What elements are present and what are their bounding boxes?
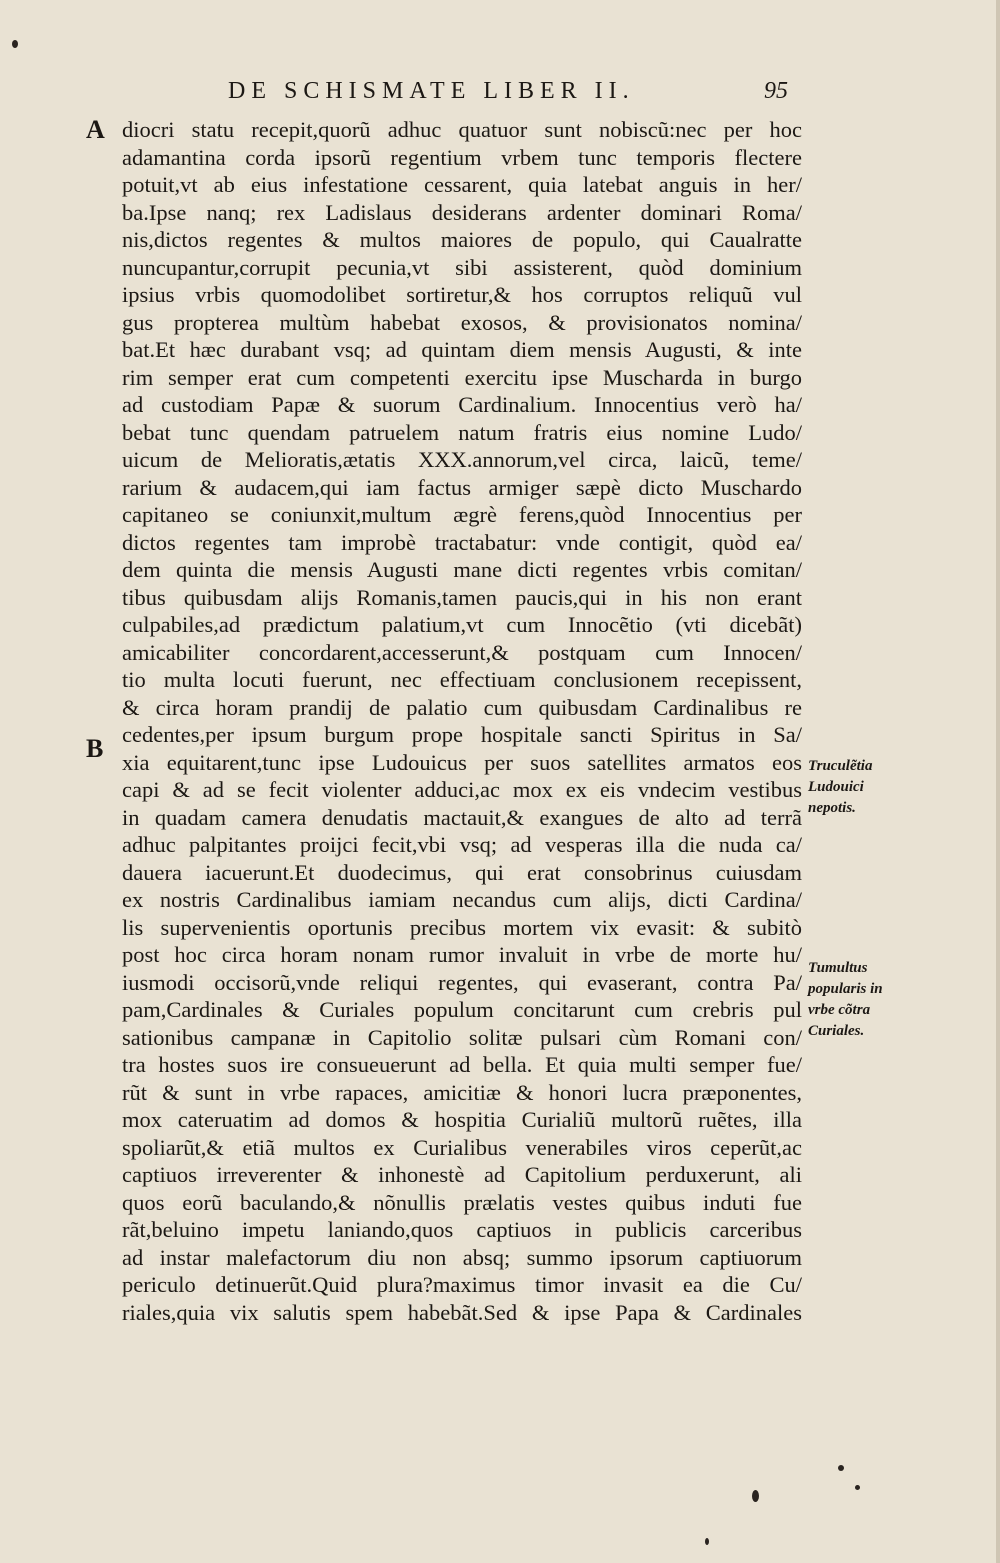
text-line: ad instar malefactorum diu non absq; summo ipsorum captiuorum xyxy=(122,1244,802,1270)
text-line: mox cateruatim ad domos & hospitia Curialiũ multorũ ruẽtes, illa xyxy=(122,1107,802,1132)
text-line: adhuc palpitantes proijci fecit,vbi vsq; ad vesperas illa die nuda ca/ xyxy=(122,832,802,857)
text-line: rãt,beluino impetu laniando,quos captiuos in publicis carceribus xyxy=(122,1217,802,1242)
text-line: xia equitarent,tunc ipse Ludouicus per suos satellites armatos eos xyxy=(122,749,802,775)
text-line: ba.Ipse nanq; rex Ladislaus desiderans ardenter dominari Roma/ xyxy=(122,199,802,225)
text-line: adamantina corda ipsorũ regentium vrbem tunc temporis flectere xyxy=(122,144,802,170)
text-line: potuit,vt ab eius infestatione cessarent, quia latebat anguis in her/ xyxy=(122,172,802,197)
marginal-line: Ludouici xyxy=(808,779,864,795)
text-line: diocri statu recepit,quorũ adhuc quatuor sunt nobiscũ:nec per hoc xyxy=(122,117,802,142)
running-head: DE SCHISMATE LIBER II. xyxy=(228,78,635,104)
marginal-note-tumultus xyxy=(808,958,918,1042)
ink-spot xyxy=(705,1538,709,1545)
text-line: bat.Et hæc durabant vsq; ad quintam diem mensis Augusti, & inte xyxy=(122,337,802,362)
text-line: sationibus campanæ in Capitolio solitæ pulsari cùm Romani con/ xyxy=(122,1024,802,1050)
text-line: ipsius vrbis quomodolibet sortiretur,& hos corruptos reliquũ vul xyxy=(122,282,802,307)
text-line: post hoc circa horam nonam rumor invaluit in vrbe de morte hu/ xyxy=(122,942,802,967)
text-line: cedentes,per ipsum burgum prope hospitale sancti Spiritus in Sa/ xyxy=(122,722,802,747)
text-line: & circa horam prandij de palatio cum quibusdam Cardinalibus re xyxy=(122,694,802,720)
text-line: rarium & audacem,qui iam factus armiger sæpè dicto Muschardo xyxy=(122,474,802,500)
page-number: 95 xyxy=(764,78,788,104)
text-line: iusmodi occisorũ,vnde reliqui regentes, qui evaserant, contra Pa/ xyxy=(122,969,802,995)
text-line: tra hostes suos ire consueuerunt ad bella. Et quia multi semper fue/ xyxy=(122,1052,802,1077)
text-line: tio multa locuti fuerunt, nec effectiuam conclusionem recepissent, xyxy=(122,667,802,692)
text-line: nis,dictos regentes & multos maiores de populo, qui Caualratte xyxy=(122,227,802,252)
ink-spot xyxy=(752,1490,759,1502)
text-line: dem quinta die mensis Augusti mane dicti regentes vrbis comitan/ xyxy=(122,557,802,582)
text-line: tibus quibusdam alijs Romanis,tamen paucis,qui in his non erant xyxy=(122,584,802,610)
ink-spot xyxy=(855,1485,860,1490)
text-line: spoliarũt,& etiã multos ex Curialibus venerabiles viros ceperũt,ac xyxy=(122,1134,802,1160)
text-line: captiuos irreverenter & inhonestè ad Capitolium perduxerunt, ali xyxy=(122,1162,802,1187)
text-line: gus propterea multùm habebat exosos, & provisionatos nomina/ xyxy=(122,309,802,335)
text-line: dauera iacuerunt.Et duodecimus, qui erat consobrinus cuiusdam xyxy=(122,859,802,885)
text-line: uicum de Melioratis,ætatis XXX.annorum,vel circa, laicũ, teme/ xyxy=(122,447,802,472)
text-line: quos eorũ baculando,& nõnullis prælatis vestes quibus induti fue xyxy=(122,1189,802,1215)
marginal-line: popularis in xyxy=(808,981,883,997)
text-line: bebat tunc quendam patruelem natum fratris eius nomine Ludo/ xyxy=(122,419,802,445)
text-line: periculo detinuerũt.Quid plura?maximus timor invasit ea die Cu/ xyxy=(122,1272,802,1297)
marginal-line: Curiales. xyxy=(808,1023,865,1039)
ink-spot xyxy=(838,1465,844,1471)
body-text xyxy=(122,116,802,1326)
text-line: dictos regentes tam improbè tractabatur: vnde contigit, quòd ea/ xyxy=(122,529,802,555)
page-edge xyxy=(996,0,1000,1563)
marginal-note-truculentia xyxy=(808,756,918,819)
text-line: culpabiles,ad prædictum palatium,vt cum Innocẽtio (vti dicebãt) xyxy=(122,612,802,637)
text-line: pam,Cardinales & Curiales populum concitarunt cum crebris pul xyxy=(122,997,802,1022)
text-line: rũt & sunt in vrbe rapaces, amicitiæ & honori lucra præponentes, xyxy=(122,1079,802,1105)
marginal-line: nepotis. xyxy=(808,800,856,816)
section-letter-b: B xyxy=(86,734,104,763)
ink-spot xyxy=(12,40,18,48)
text-line: lis supervenientis oportunis precibus mortem vix evasit: & subitò xyxy=(122,914,802,940)
text-line: in quadam camera denudatis mactauit,& exangues de alto ad terrã xyxy=(122,804,802,830)
text-line: capi & ad se fecit violenter adduci,ac mox ex eis vndecim vestibus xyxy=(122,777,802,802)
marginal-line: Tumultus xyxy=(808,960,868,976)
text-line: capitaneo se coniunxit,multum ægrè ferens,quòd Innocentius per xyxy=(122,502,802,527)
text-line: nuncupantur,corrupit pecunia,vt sibi assisterent, quòd dominium xyxy=(122,254,802,280)
text-line: ex nostris Cardinalibus iamiam necandus cum alijs, dicti Cardina/ xyxy=(122,887,802,912)
marginal-line: vrbe cõtra xyxy=(808,1002,871,1018)
marginal-line: Truculẽtia xyxy=(808,758,873,774)
text-line: rim semper erat cum competenti exercitu ipse Muscharda in burgo xyxy=(122,364,802,390)
text-line: amicabiliter concordarent,accesserunt,& postquam cum Innocen/ xyxy=(122,639,802,665)
text-line: riales,quia vix salutis spem habebãt.Sed & ipse Papa & Cardinales xyxy=(122,1299,802,1325)
text-line: ad custodiam Papæ & suorum Cardinalium. Innocentius verò ha/ xyxy=(122,392,802,417)
section-letter-a: A xyxy=(86,115,105,144)
